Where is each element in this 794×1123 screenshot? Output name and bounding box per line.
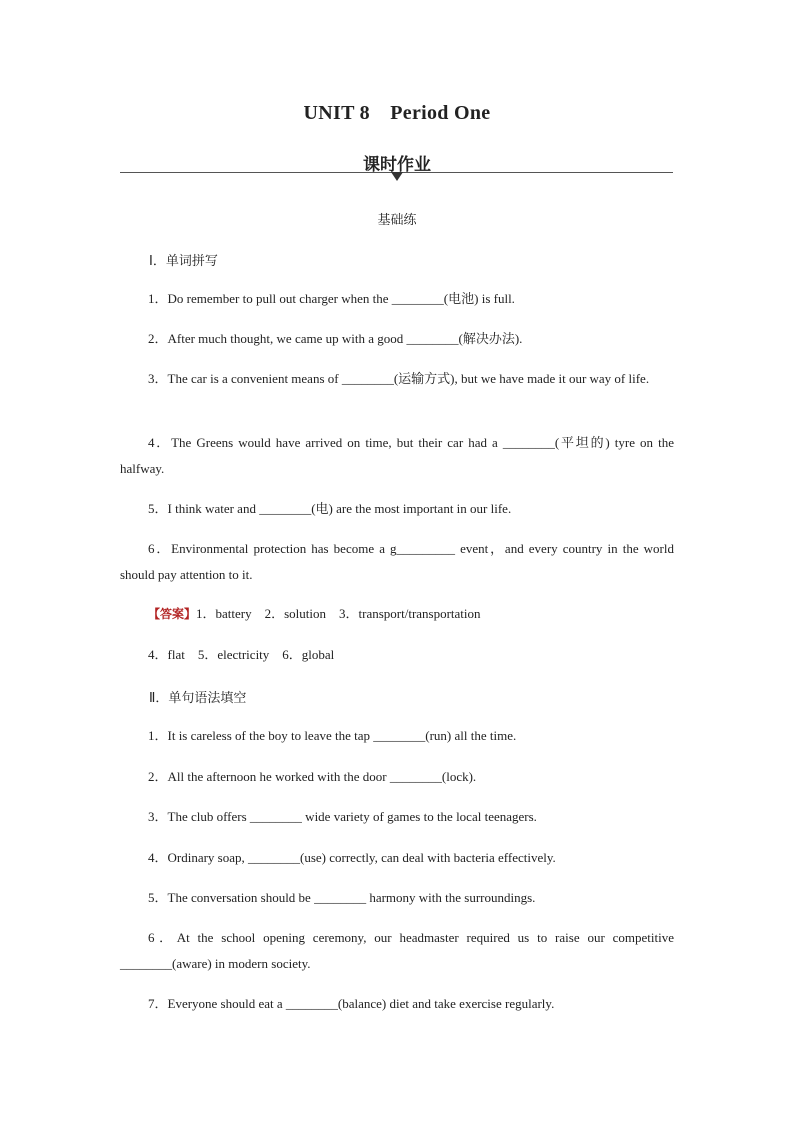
answer-line-1	[148, 605, 674, 623]
part1-item-2: 2．After much thought, we came up with a good ________(解决办法).	[148, 331, 523, 346]
part1-item-5: 5．I think water and ________(电) are the most important in our life.	[148, 501, 512, 516]
part1-item-1: 1．Do remember to pull out charger when the ________(电池) is full.	[148, 291, 515, 306]
part2-item-3: 3．The club offers ________ wide variety of games to the local teenagers.	[148, 809, 537, 824]
page-title: UNIT 8 Period One	[303, 102, 491, 124]
part1-heading: Ⅰ．单词拼写	[149, 254, 218, 269]
part2-item-6: 6．At the school opening ceremony, our headmaster required us to raise our competitive ________(aware) in modern society.	[120, 930, 674, 971]
part2-item-5: 5．The conversation should be ________ harmony with the surroundings.	[148, 890, 536, 905]
part2-heading: Ⅱ．单句语法填空	[149, 691, 247, 706]
part2-item-1: 1．It is careless of the boy to leave the tap ________(run) all the time.	[148, 728, 517, 743]
part1-item-4: 4．The Greens would have arrived on time, but their car had a ________(平坦的) tyre on the halfway.	[120, 435, 674, 476]
section-title: 课时作业	[363, 155, 431, 175]
part2-item-7: 7．Everyone should eat a ________(balance) diet and take exercise regularly.	[148, 996, 555, 1011]
part2-item-2: 2．All the afternoon he worked with the door ________(lock).	[148, 769, 477, 784]
part1-item-3: 3．The car is a convenient means of ________(运输方式), but we have made it our way of life.	[148, 371, 650, 386]
answer-text-1: 1．battery 2．solution 3．transport/transportation	[196, 606, 481, 621]
part2-item-4: 4．Ordinary soap, ________(use) correctly, can deal with bacteria effectively.	[148, 850, 556, 865]
answer-tag: 【答案】	[148, 607, 197, 621]
part1-item-6: 6．Environmental protection has become a g_________ event，and every country in the world should pay attention to it.	[120, 541, 674, 582]
subsection-title: 基础练	[377, 213, 417, 228]
answer-line-2: 4．flat 5．electricity 6．global	[148, 647, 335, 662]
triangle-marker-icon	[391, 172, 403, 181]
